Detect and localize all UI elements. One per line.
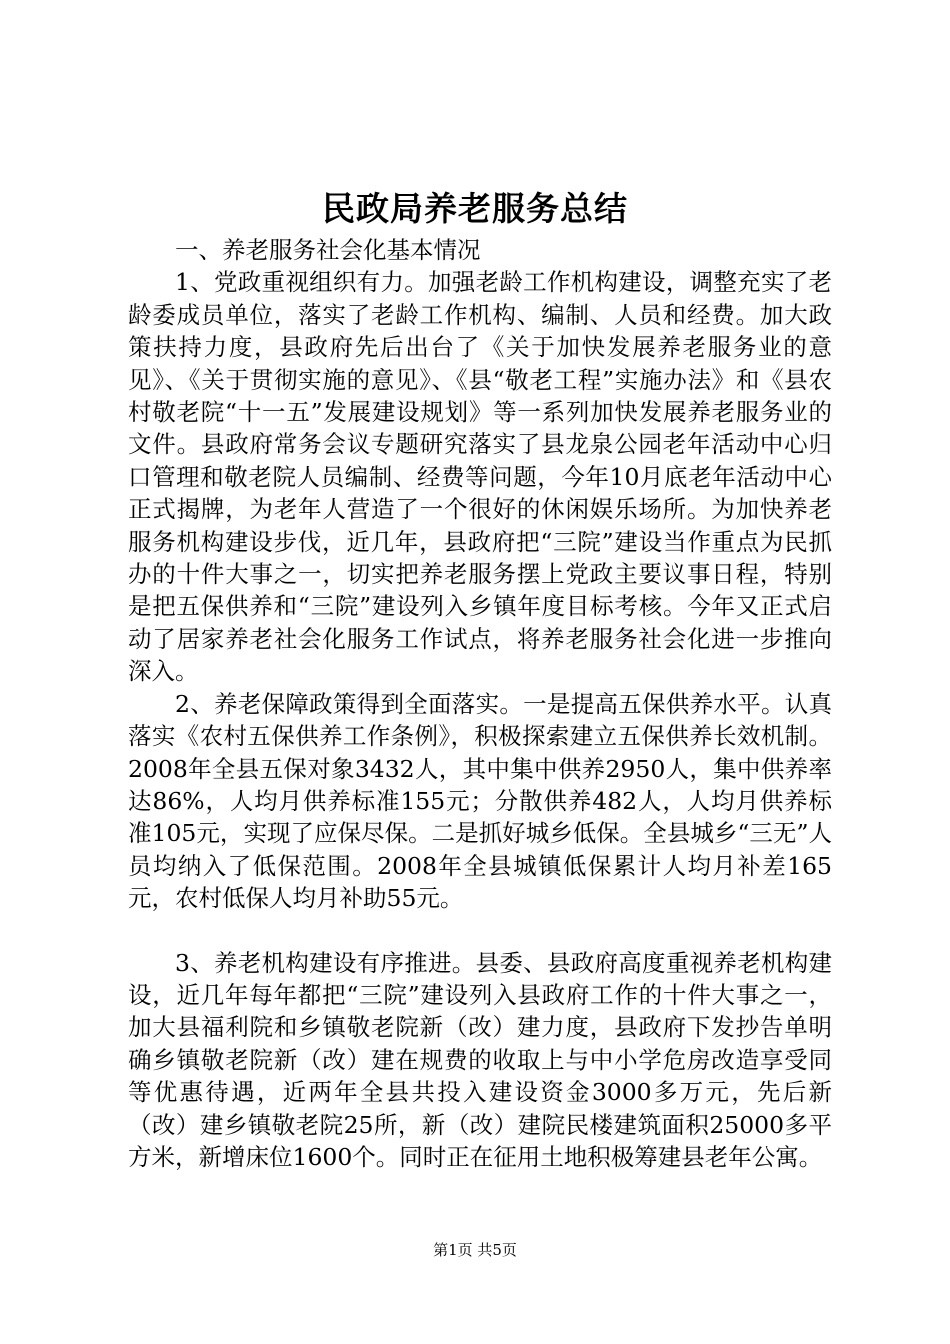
section-heading: 一、养老服务社会化基本情况 [175,236,481,264]
document-body [128,234,832,1173]
paragraph-1: 1、党政重视组织有力。加强老龄工作机构建设，调整充实了老龄委成员单位，落实了老龄工作机构、编制、人员和经费。加大政策扶持力度，县政府先后出台了《关于加快发展养老服务业的意见》、《关于贯彻实施的意见》、《县“敬老工程”实施办法》和《县农村敬老院“十一五”发展建设规划》等一系列加快发展养老服务业的文件。县政府常务会议专题研究落实了县龙泉公园老年活动中心归口管理和敬老院人员编制、经费等问题，今年10月底老年活动中心正式揭牌，为老年人营造了一个很好的休闲娱乐场所。为加快养老服务机构建设步伐，近几年，县政府把“三院”建设当作重点为民抓办的十件大事之一，切实把养老服务摆上党政主要议事日程，特别是把五保供养和“三院”建设列入乡镇年度目标考核。今年又正式启动了居家养老社会化服务工作试点，将养老服务社会化进一步推向深入。 [128,268,832,686]
document-title: 民政局养老服务总结 [322,189,628,228]
page-indicator: 第1页 共5页 [433,1241,517,1259]
paragraph-2: 2、养老保障政策得到全面落实。一是提高五保供养水平。认真落实《农村五保供养工作条例》，积极探索建立五保供养长效机制。2008年全县五保对象3432人，其中集中供养2950人，集中供养率达86%，人均月供养标准155元；分散供养482人，人均月供养标准105元，实现了应保尽保。二是抓好城乡低保。全县城乡“三无”人员均纳入了低保范围。2008年全县城镇低保累计人均月补差165元，农村低保人均月补助55元。 [128,689,832,913]
paragraph-3: 3、养老机构建设有序推进。县委、县政府高度重视养老机构建设，近几年每年都把“三院”建设列入县政府工作的十件大事之一，加大县福利院和乡镇敬老院新（改）建力度，县政府下发抄告单明确乡镇敬老院新（改）建在规费的收取上与中小学危房改造享受同等优惠待遇，近两年全县共投入建设资金3000多万元，先后新（改）建乡镇敬老院25所，新（改）建院民楼建筑面积25000多平方米，新增床位1600个。同时正在征用土地积极筹建县老年公寓。 [128,948,832,1171]
